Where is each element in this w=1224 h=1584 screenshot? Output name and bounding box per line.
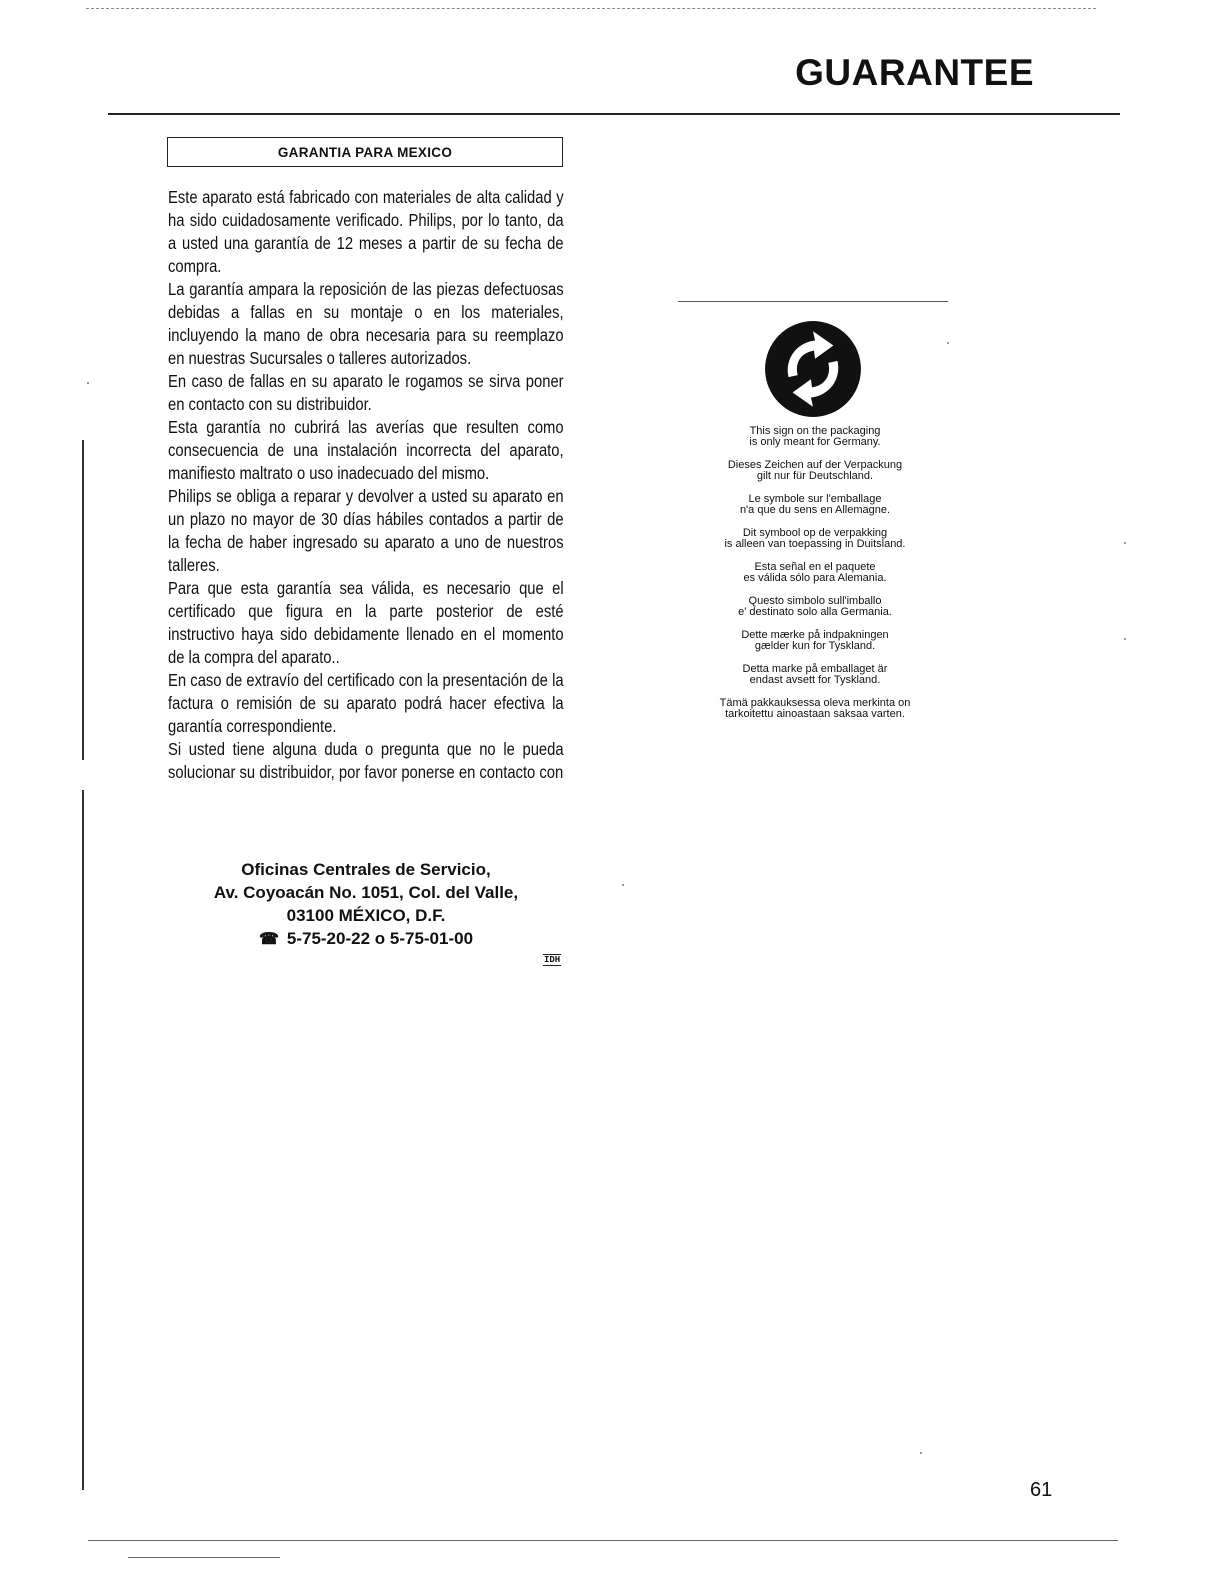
scan-mark-blue	[128, 1557, 280, 1558]
sign-note-line: Le symbole sur l'emballage	[748, 493, 882, 505]
sign-note-line: Dette mærke på indpakningen	[741, 629, 889, 641]
sign-note-line: Questo simbolo sull'imballo	[748, 595, 882, 607]
telephone-icon: ☎	[258, 931, 279, 948]
scan-speck	[947, 342, 949, 344]
sign-note	[690, 528, 940, 550]
paragraph: En caso de extravío del certificado con la presentación de la factura o remisión de su aparato podrá hacer efectiva la garantía correspondiente.	[168, 670, 564, 736]
phone-line	[168, 927, 564, 951]
paragraph: La garantía ampara la reposición de las piezas defectuosas debidas a fallas en su montaje o en los materiales, incluyendo la mano de obra necesaria para su reemplazo en nuestras Sucursales o talleres autorizados.	[168, 279, 564, 368]
sign-note-line: Esta señal en el paquete	[754, 561, 876, 573]
sign-note-line: Dit symbool op de verpakking	[742, 527, 888, 539]
sign-note	[690, 460, 940, 482]
address-line: Oficinas Centrales de Servicio,	[241, 860, 491, 879]
sign-note-line: is only meant for Germany.	[749, 436, 881, 448]
phone-number: 5-75-20-22 o 5-75-01-00	[286, 929, 474, 948]
page-title: GUARANTEE	[795, 52, 1034, 93]
sign-note	[690, 664, 940, 686]
address-line: 03100 MÉXICO, D.F.	[286, 906, 446, 925]
sign-note-line: es válida sólo para Alemania.	[743, 572, 887, 584]
sign-note-line: This sign on the packaging	[749, 425, 881, 437]
green-dot-recycling-icon	[762, 318, 864, 420]
margin-line	[82, 790, 84, 1490]
paragraph: Para que esta garantía sea válida, es necesario que el certificado que figura en la parte posterior de esté instructivo haya sido debidamente llenado en el momento de la compra del aparato..	[168, 578, 564, 667]
service-address	[168, 858, 564, 951]
sign-note-line: n'a que du sens en Allemagne.	[739, 504, 891, 516]
header-rule	[108, 113, 1120, 115]
scan-edge-bottom	[88, 1540, 1118, 1541]
scan-edge-top	[86, 8, 1096, 9]
code-mark: IDH	[544, 955, 561, 965]
sign-note-line: Detta marke på emballaget är	[742, 663, 888, 675]
sign-note-line: gælder kun for Tyskland.	[754, 640, 876, 652]
sign-note-line: gilt nur für Deutschland.	[756, 470, 874, 482]
sign-note	[690, 596, 940, 618]
section-title-box	[167, 137, 563, 167]
sign-note	[690, 494, 940, 516]
sign-note-line: tarkoitettu ainoastaan saksaa varten.	[725, 708, 905, 720]
scan-speck	[920, 1452, 922, 1454]
sign-note-line: endast avsett for Tyskland.	[749, 674, 881, 686]
sign-note-line: is alleen van toepassing in Duitsland.	[724, 538, 906, 550]
scan-speck	[1124, 638, 1126, 640]
paragraph: Si usted tiene alguna duda o pregunta que no le pueda solucionar su distribuidor, por favor ponerse en contacto con	[168, 739, 564, 782]
margin-line	[82, 440, 84, 760]
paragraph: Esta garantía no cubrirá las averías que resulten como consecuencia de una instalación incorrecta del aparato, manifiesto maltrato o uso inadecuado del mismo.	[168, 417, 564, 483]
scan-speck	[87, 382, 89, 384]
section-title: GARANTIA PARA MEXICO	[277, 144, 453, 160]
paragraph: Philips se obliga a reparar y devolver a usted su aparato en un plazo no mayor de 30 días hábiles contados a partir de la fecha de haber ingresado su aparato a uno de nuestros talleres.	[168, 486, 564, 575]
sign-note	[690, 426, 940, 448]
sign-note	[690, 562, 940, 584]
sign-note-line: Tämä pakkauksessa oleva merkinta on	[719, 697, 911, 709]
sign-note-line: Dieses Zeichen auf der Verpackung	[727, 459, 903, 471]
guarantee-text	[168, 186, 564, 784]
scan-speck	[1124, 542, 1126, 544]
paragraph: En caso de fallas en su aparato le rogamos se sirva poner en contacto con su distribuidor.	[168, 371, 564, 414]
paragraph: Este aparato está fabricado con materiales de alta calidad y ha sido cuidadosamente verificado. Philips, por lo tanto, da a usted una garantía de 12 meses a partir de su fecha de compra.	[168, 187, 564, 276]
sign-note-line: e' destinato solo alla Germania.	[738, 606, 892, 618]
address-line: Av. Coyoacán No. 1051, Col. del Valle,	[213, 883, 519, 902]
sign-note	[690, 630, 940, 652]
scan-speck	[622, 884, 624, 886]
column-divider	[678, 301, 948, 302]
page-number: 61	[1030, 1479, 1053, 1501]
packaging-sign-notes	[690, 426, 940, 732]
sign-note	[690, 698, 940, 720]
